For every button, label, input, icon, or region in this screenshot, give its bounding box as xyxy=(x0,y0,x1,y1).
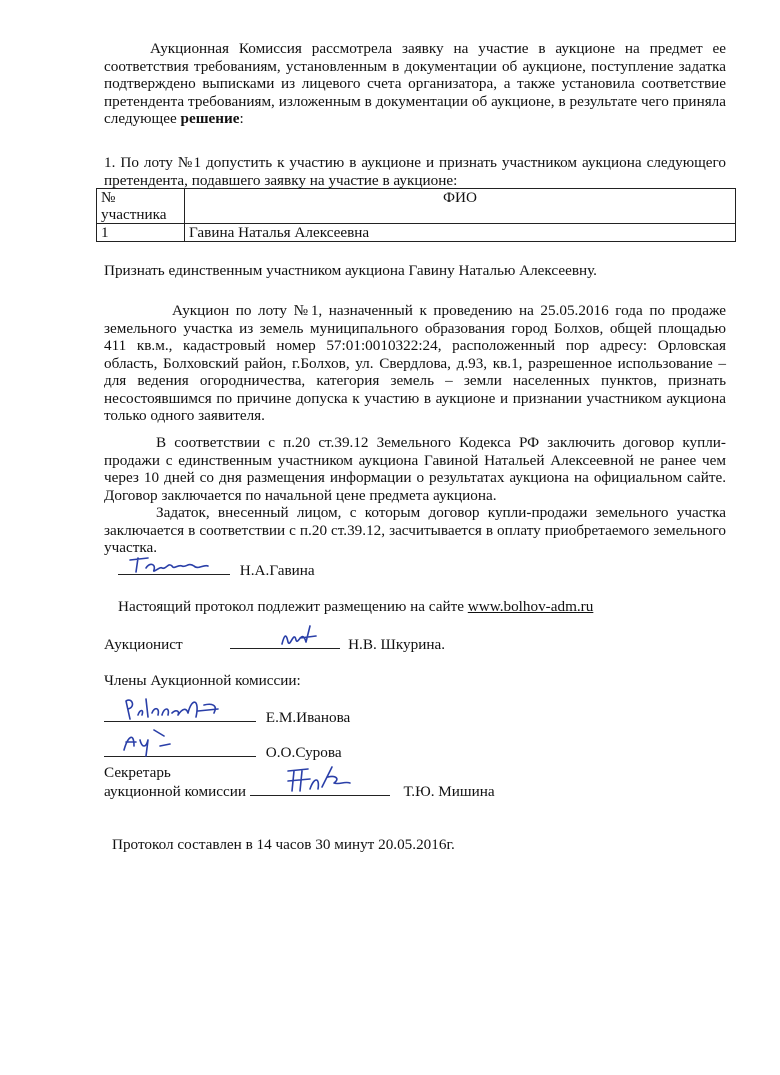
participant-signature-row xyxy=(118,560,315,578)
auction-failed-text: Аукцион по лоту №1, назначенный к проведению на 25.05.2016 года по продаже земельного участка из земель муниципального образования город Болхов, общей площадью 411 кв.м., кадастровый номер 57:01:0010322:24, расположенный пор адресу: Орловская область, Болховский район, г.Болхов, ул. Свердлова, д.93, кв.1, разрешенное использование – для ведения огородничества, категория земель – земли населенных пунктов, признать несостоявшимся по причине допуска к участию в аукционе и признании участником аукциона только одного заявителя. xyxy=(104,302,726,424)
table-header-fio: ФИО xyxy=(185,189,736,224)
auctioneer-signature-row xyxy=(104,634,445,652)
member2-signature-row xyxy=(104,742,342,760)
participant-signature-icon xyxy=(126,552,226,578)
auctioneer-label: Аукционист xyxy=(104,636,183,653)
participant-signature-line xyxy=(118,560,230,575)
table-row xyxy=(97,224,736,242)
member1-name: Е.М.Иванова xyxy=(265,709,351,726)
recognize-paragraph: Признать единственным участником аукциона Гавину Наталью Алексеевну. xyxy=(104,262,597,279)
intro-colon: : xyxy=(239,110,244,127)
members-label: Члены Аукционной комиссии: xyxy=(104,672,301,689)
secretary-label-2: аукционной комиссии xyxy=(104,783,246,800)
deposit-text: Задаток, внесенный лицом, с которым договор купли-продажи земельного участка заключается в соответствии с п.20 ст.39.12, засчитывается в оплату приобретаемого земельного участка. xyxy=(104,504,726,556)
secretary-signature-icon xyxy=(280,763,370,797)
member1-signature-line xyxy=(104,707,256,722)
secretary-signature-line xyxy=(250,781,390,796)
table-header-row xyxy=(97,189,736,224)
auctioneer-name: Н.В. Шкурина. xyxy=(348,636,446,653)
secretary-label-1: Секретарь xyxy=(104,764,171,781)
member2-name: О.О.Сурова xyxy=(265,744,342,761)
member2-signature-icon xyxy=(120,726,200,760)
participants-table xyxy=(96,188,736,242)
secretary-name: Т.Ю. Мишина xyxy=(403,783,495,800)
auction-failed-paragraph xyxy=(104,302,726,425)
secretary-signature-row xyxy=(104,781,495,799)
protocol-footer: Протокол составлен в 14 часов 30 минут 20.05.2016г. xyxy=(112,836,455,853)
deposit-paragraph xyxy=(104,504,726,557)
site-link[interactable]: www.bolhov-adm.ru xyxy=(467,598,594,615)
contract-text: В соответствии с п.20 ст.39.12 Земельного Кодекса РФ заключить договор купли-продажи с единственным участником аукциона Гавиной Натальей Алексеевной не ранее чем через 10 дней со дня размещения информации о результатах аукциона на официальном сайте. Договор заключается по начальной цене предмета аукциона. xyxy=(104,434,726,504)
publish-text: Настоящий протокол подлежит размещению на сайте xyxy=(118,598,468,615)
member2-signature-line xyxy=(104,742,256,757)
publish-paragraph xyxy=(118,598,593,616)
lot-admission-paragraph: 1. По лоту №1 допустить к участию в аукционе и признать участником аукциона следующего претендента, подавшего заявку на участие в аукционе: xyxy=(104,154,726,189)
decision-word: решение xyxy=(180,110,240,127)
contract-paragraph xyxy=(104,434,726,504)
intro-paragraph xyxy=(104,40,726,128)
auctioneer-signature-line xyxy=(230,634,340,649)
member1-signature-row xyxy=(104,707,350,725)
intro-text: Аукционная Комиссия рассмотрела заявку на участие в аукционе на предмет ее соответствия требованиям, установленным в документации об аукционе, поступление задатка подтверждено выписками из лицевого счета организатора, а также установила соответствие претендента требованиям, изложенным в документации об аукционе, в результате чего приняла следующее xyxy=(104,40,726,127)
table-header-number: № участника xyxy=(97,189,185,224)
participant-name: Н.А.Гавина xyxy=(239,562,315,579)
table-cell-number: 1 xyxy=(97,224,185,242)
auctioneer-signature-icon xyxy=(276,622,346,652)
table-cell-fio: Гавина Наталья Алексеевна xyxy=(185,224,736,242)
member1-signature-icon xyxy=(122,691,252,723)
